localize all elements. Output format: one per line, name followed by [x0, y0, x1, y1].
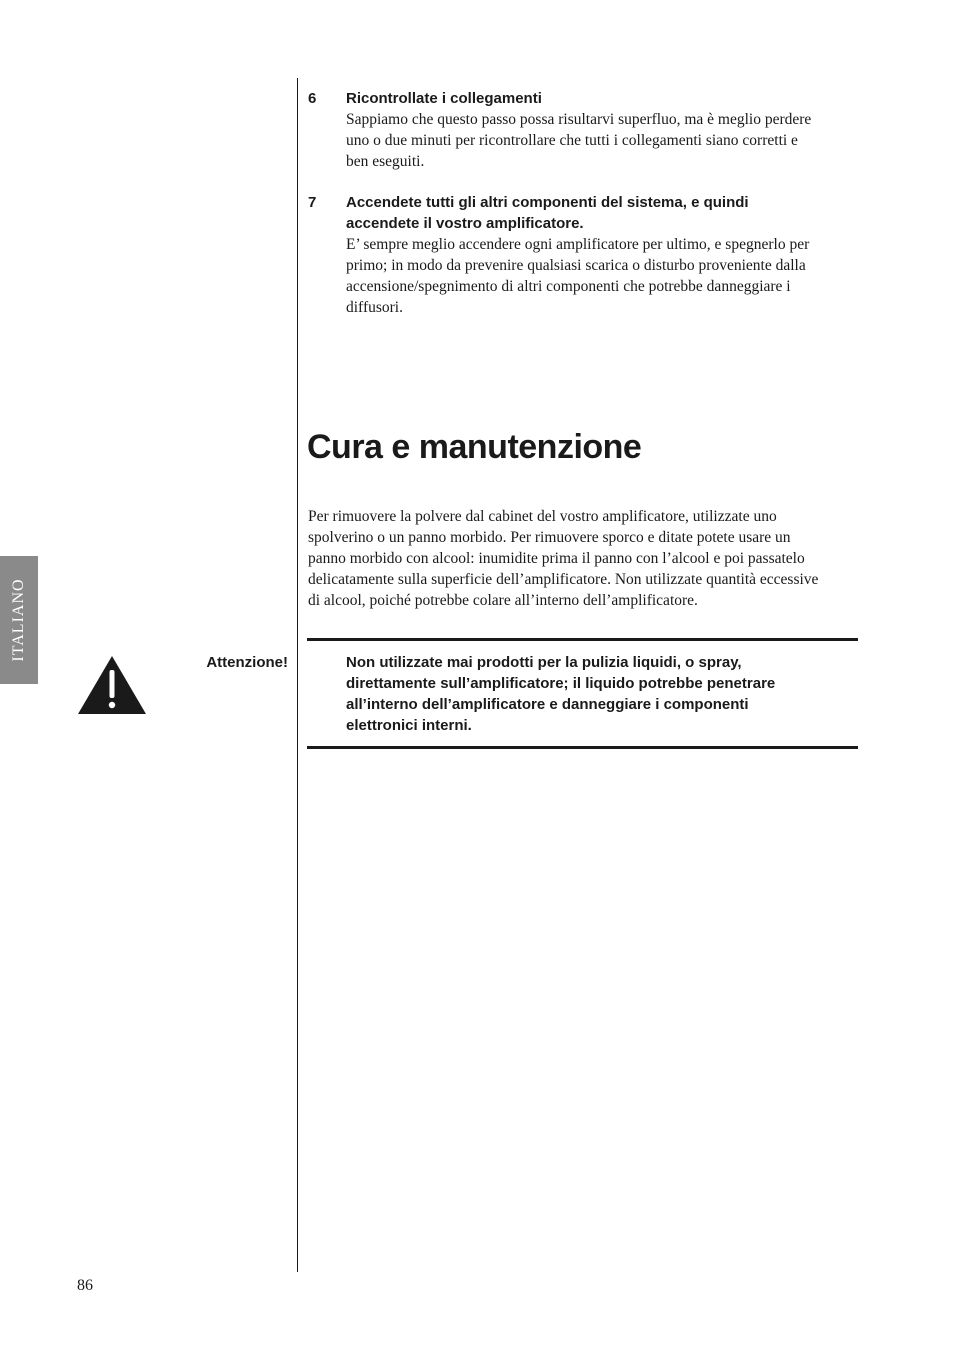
step-text-line: accensione/spegnimento di altri componenti che potrebbe danneggiare i [346, 278, 791, 295]
paragraph-line: di alcool, poiché potrebbe colare all’interno dell’amplificatore. [308, 592, 698, 609]
warning-text-line: elettronici interni. [346, 717, 472, 734]
language-tab-label: ITALIANO [10, 578, 27, 662]
step-title [346, 192, 860, 234]
step-title [346, 88, 860, 109]
step-7 [308, 192, 860, 318]
step-text [346, 109, 860, 172]
step-number: 7 [308, 194, 317, 211]
section-title: Cura e manutenzione [307, 428, 642, 466]
step-title-line: accendete il vostro amplificatore. [346, 215, 584, 232]
warning-bottom-rule [307, 746, 858, 749]
step-title-line: Accendete tutti gli altri componenti del sistema, e quindi [346, 194, 749, 211]
page-number: 86 [77, 1277, 93, 1294]
step-text-line: primo; in modo da prevenire qualsiasi scarica o disturbo proveniente dalla [346, 257, 806, 274]
step-text-line: diffusori. [346, 299, 403, 316]
step-text-line: uno o due minuti per ricontrollare che tutti i collegamenti siano corretti e [346, 132, 798, 149]
language-tab [0, 556, 38, 684]
maintenance-paragraph [308, 506, 860, 611]
step-text [346, 234, 860, 318]
step-text-line: ben eseguiti. [346, 153, 425, 170]
paragraph-line: spolverino o un panno morbido. Per rimuovere sporco e ditate potete usare un [308, 529, 791, 546]
step-number: 6 [308, 90, 317, 107]
warning-text-line: all’interno dell’amplificatore e danneggiare i componenti [346, 696, 749, 713]
step-text-line: Sappiamo che questo passo possa risultarvi superfluo, ma è meglio perdere [346, 111, 812, 128]
step-text-line: E’ sempre meglio accendere ogni amplificatore per ultimo, e spegnerlo per [346, 236, 810, 253]
warning-label: Attenzione! [206, 654, 288, 671]
column-divider [297, 78, 298, 1272]
paragraph-line: panno morbido con alcool: inumidite prima il panno con l’alcool e poi passatelo [308, 550, 805, 567]
step-6 [308, 88, 860, 172]
paragraph-line: delicatamente sulla superficie dell’amplificatore. Non utilizzate quantità eccessive [308, 571, 819, 588]
warning-text-line: direttamente sull’amplificatore; il liquido potrebbe penetrare [346, 675, 776, 692]
warning-triangle-icon [76, 654, 148, 716]
warning-text-line: Non utilizzate mai prodotti per la pulizia liquidi, o spray, [346, 654, 742, 671]
warning-top-rule [307, 638, 858, 641]
step-title-line: Ricontrollate i collegamenti [346, 90, 542, 107]
paragraph-line: Per rimuovere la polvere dal cabinet del vostro amplificatore, utilizzate uno [308, 508, 777, 525]
warning-text [346, 652, 851, 736]
